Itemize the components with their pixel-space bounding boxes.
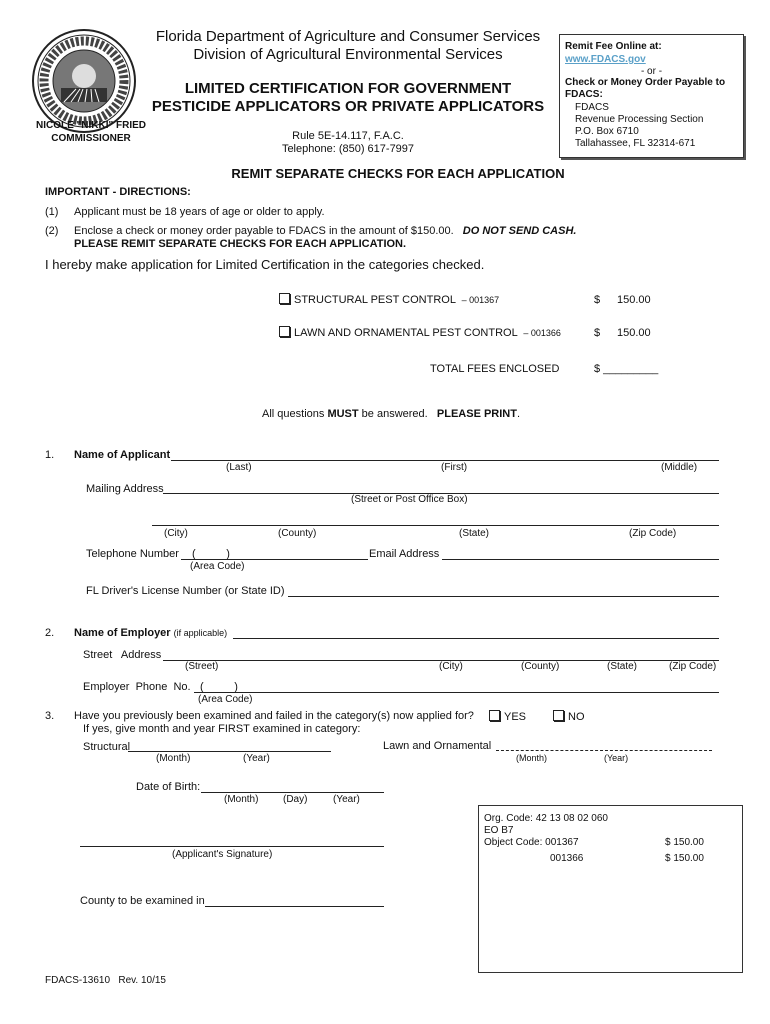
- category-label: STRUCTURAL PEST CONTROL: [294, 294, 456, 306]
- eo-code: EO B7: [484, 825, 514, 836]
- lawn-date-field[interactable]: [496, 750, 712, 751]
- sub-first: (First): [441, 462, 468, 473]
- q3-no-option[interactable]: [553, 710, 585, 723]
- remit-separate-heading: REMIT SEPARATE CHECKS FOR EACH APPLICATION: [231, 166, 565, 181]
- total-fees-field[interactable]: $ _________: [594, 363, 659, 375]
- dob-field[interactable]: [201, 792, 384, 793]
- structural-sub-month: (Month): [156, 753, 191, 764]
- city-county-state-zip-field[interactable]: [152, 525, 719, 526]
- office-use-box: [478, 805, 743, 973]
- instructions-line: [262, 408, 520, 420]
- or-separator: - or -: [640, 66, 663, 77]
- no-label: NO: [568, 711, 585, 723]
- sub-city: (City): [164, 528, 188, 539]
- dob-sub-month: (Month): [224, 794, 259, 805]
- lawn-ornamental-label: Lawn and Ornamental: [383, 740, 492, 752]
- sub-last: (Last): [226, 462, 252, 473]
- q2-sub-city: (City): [439, 661, 463, 672]
- mailing-address-label: Mailing Address: [86, 483, 164, 495]
- direction-2-text: [74, 225, 576, 237]
- object-code-2: 001366: [550, 853, 584, 864]
- applicant-name-field[interactable]: [171, 460, 719, 461]
- category-structural-fee: 150.00: [617, 294, 651, 306]
- employer-label: Name of Employer: [74, 627, 171, 639]
- direction-1-number: (1): [45, 206, 59, 218]
- form-title-line1: LIMITED CERTIFICATION FOR GOVERNMENT: [184, 80, 512, 97]
- q1-name-label: Name of Applicant: [74, 449, 171, 461]
- direction-2-number: (2): [45, 225, 59, 237]
- checkbox-icon[interactable]: [279, 293, 290, 304]
- instructions-print: PLEASE PRINT: [436, 408, 517, 420]
- license-field[interactable]: [288, 596, 719, 597]
- sub-street-or-box: (Street or Post Office Box): [351, 494, 468, 505]
- lawn-sub-year: (Year): [604, 753, 629, 763]
- org-code: Org. Code: 42 13 08 02 060: [484, 813, 608, 824]
- employer-note: (if applicable): [173, 628, 228, 638]
- category-structural-currency: $: [594, 294, 601, 306]
- sub-county: (County): [278, 528, 317, 539]
- rule-reference: Rule 5E-14.117, F.A.C.: [292, 130, 404, 142]
- checkbox-icon[interactable]: [489, 710, 500, 721]
- email-field[interactable]: [442, 559, 719, 560]
- sub-middle: (Middle): [661, 462, 698, 473]
- dob-label: Date of Birth:: [136, 781, 201, 793]
- category-code: – 001367: [461, 295, 500, 305]
- instructions-end: .: [516, 408, 521, 420]
- remit-online-label: Remit Fee Online at:: [565, 41, 662, 52]
- telephone: Telephone: (850) 617-7997: [281, 143, 415, 155]
- telephone-field[interactable]: [181, 559, 368, 560]
- employer-phone-field[interactable]: [194, 692, 719, 693]
- total-fees-label: TOTAL FEES ENCLOSED: [430, 363, 560, 375]
- q2-employer-label: [74, 627, 227, 639]
- category-code: – 001366: [523, 328, 561, 338]
- checkbox-icon[interactable]: [553, 710, 564, 721]
- checkbox-icon[interactable]: [279, 326, 290, 337]
- object-fee-2: $ 150.00: [665, 853, 704, 864]
- street-address-label: Street Address: [83, 649, 162, 661]
- sub-state: (State): [459, 528, 490, 539]
- instructions-mid: be answered.: [358, 408, 437, 420]
- q2-sub-area-code: (Area Code): [198, 694, 253, 705]
- object-code-1: Object Code: 001367: [484, 837, 579, 848]
- q3-number: 3.: [45, 710, 55, 722]
- commissioner-title: COMMISSIONER: [51, 133, 131, 144]
- object-fee-1: $ 150.00: [665, 837, 704, 848]
- email-label: Email Address: [369, 548, 440, 560]
- directions-heading: IMPORTANT - DIRECTIONS:: [45, 186, 191, 198]
- address-line1: FDACS: [575, 102, 609, 113]
- remit-fee-box: [559, 34, 744, 158]
- form-number-footer: FDACS-13610 Rev. 10/15: [45, 975, 166, 986]
- license-label: FL Driver's License Number (or State ID): [86, 585, 285, 597]
- telephone-area-paren: ( ): [192, 548, 230, 560]
- q2-sub-county: (County): [521, 661, 560, 672]
- commissioner-name: NICOLE "NIKKI" FRIED: [35, 120, 147, 131]
- dob-sub-year: (Year): [333, 794, 360, 805]
- dob-sub-day: (Day): [283, 794, 308, 805]
- fdacs-payee-label: FDACS:: [565, 89, 603, 100]
- sub-zip: (Zip Code): [629, 528, 677, 539]
- division-name: Division of Agricultural Environmental Services: [193, 46, 503, 63]
- address-line3: P.O. Box 6710: [575, 126, 639, 137]
- fdacs-seal: [31, 28, 137, 134]
- q2-sub-street: (Street): [185, 661, 219, 672]
- yes-label: YES: [504, 711, 527, 723]
- employer-name-field[interactable]: [233, 638, 719, 639]
- direction-1-text: Applicant must be 18 years of age or older to apply.: [74, 206, 325, 218]
- instructions-must: MUST: [327, 408, 359, 420]
- q2-sub-zip: (Zip Code): [669, 661, 717, 672]
- category-lawn-fee: 150.00: [617, 327, 651, 339]
- q3-followup: If yes, give month and year FIRST examined in category:: [83, 723, 361, 735]
- instructions-pre: All questions: [262, 408, 328, 420]
- structural-label: Structural: [83, 741, 131, 753]
- q1-number: 1.: [45, 449, 55, 461]
- signature-field[interactable]: [80, 846, 384, 847]
- structural-date-field[interactable]: [128, 751, 331, 752]
- category-lawn-currency: $: [594, 327, 601, 339]
- address-line4: Tallahassee, FL 32314-671: [575, 138, 696, 149]
- sub-area-code: (Area Code): [190, 561, 245, 572]
- direction-2-main: Enclose a check or money order payable to FDACS in the amount of $150.00.: [74, 225, 454, 237]
- q2-sub-state: (State): [607, 661, 638, 672]
- q2-number: 2.: [45, 627, 55, 639]
- form-title-line2: PESTICIDE APPLICATORS OR PRIVATE APPLICATORS: [151, 98, 545, 115]
- check-payable-label: Check or Money Order Payable to: [565, 77, 726, 88]
- fdacs-url-link[interactable]: www.FDACS.gov: [565, 54, 646, 65]
- telephone-label: Telephone Number: [86, 548, 179, 560]
- structural-sub-year: (Year): [243, 753, 270, 764]
- q3-question: Have you previously been examined and failed in the category(s) now applied for?: [74, 710, 474, 722]
- do-not-send-cash: DO NOT SEND CASH.: [462, 225, 577, 237]
- signature-label: (Applicant's Signature): [172, 849, 273, 860]
- category-label: LAWN AND ORNAMENTAL PEST CONTROL: [294, 327, 518, 339]
- county-exam-field[interactable]: [205, 906, 384, 907]
- category-structural-row[interactable]: [279, 293, 499, 306]
- category-lawn-row[interactable]: [279, 326, 561, 339]
- employer-phone-paren: ( ): [200, 681, 238, 693]
- q3-yes-option[interactable]: [489, 710, 526, 723]
- county-exam-label: County to be examined in: [80, 895, 205, 907]
- application-statement: I hereby make application for Limited Certification in the categories checked.: [45, 257, 485, 272]
- direction-2-line2: PLEASE REMIT SEPARATE CHECKS FOR EACH APPLICATION.: [74, 238, 407, 250]
- employer-phone-label: Employer Phone No.: [83, 681, 191, 693]
- department-name: Florida Department of Agriculture and Consumer Services: [155, 28, 541, 45]
- lawn-sub-month: (Month): [516, 753, 548, 763]
- address-line2: Revenue Processing Section: [575, 114, 704, 125]
